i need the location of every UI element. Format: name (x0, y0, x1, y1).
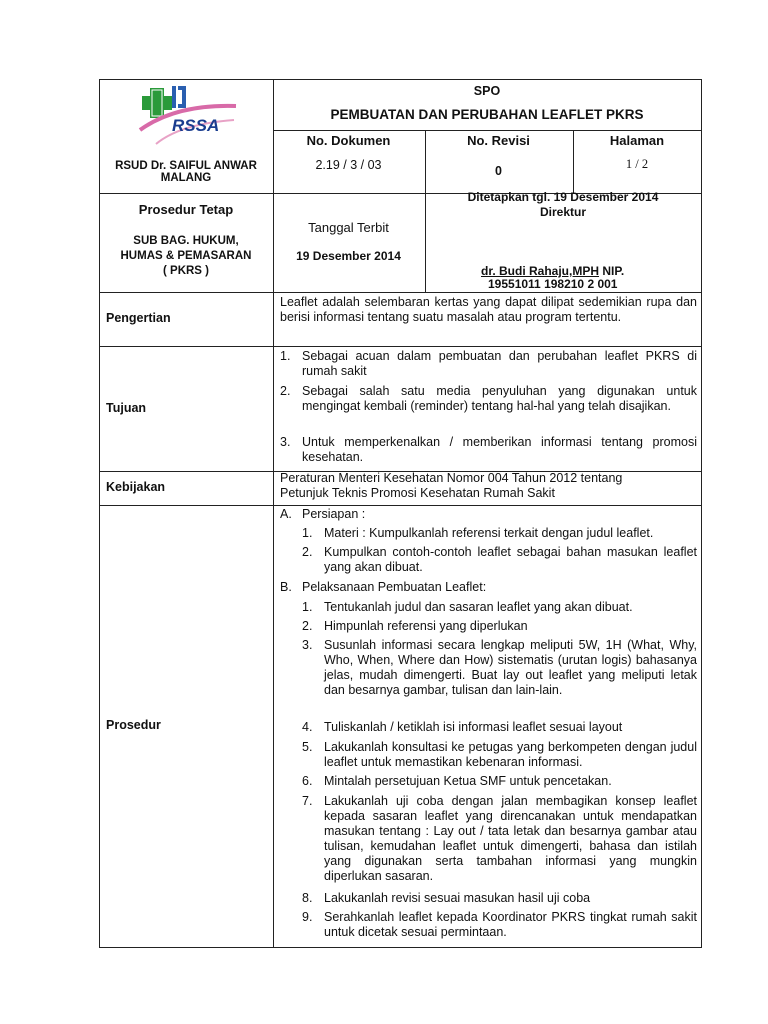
hospital-name-line2: MALANG (160, 172, 212, 184)
kebijakan-line2: Petunjuk Teknis Promosi Kesehatan Rumah Sakit (280, 486, 555, 500)
pelaksanaan-item-number: 8. (302, 891, 313, 905)
hospital-name-line1: RSUD Dr. SAIFUL ANWAR (115, 160, 257, 172)
pengertian-label: Pengertian (106, 311, 171, 325)
pengertian-text: Leaflet adalah selembaran kertas yang dapat dilipat sedemikian rupa dan berisi informasi tentang suatu masalah atau program tertentu. (280, 295, 697, 324)
pelaksanaan-item-text: Himpunlah referensi yang diperlukan (324, 619, 528, 633)
hospital-name (100, 160, 272, 184)
pelaksanaan-item-number: 4. (302, 720, 313, 734)
tujuan-item-number: 3. (280, 435, 291, 449)
persiapan-item-number: 2. (302, 545, 313, 559)
tujuan-label: Tujuan (106, 401, 147, 415)
no-revisi-value: 0 (495, 164, 502, 178)
spo-label: SPO (473, 84, 501, 98)
unit-name (100, 234, 272, 279)
signer-nip: 19551011 198210 2 001 (488, 277, 618, 291)
logo-text: RSSA (172, 116, 220, 135)
prosedur-tetap-label: Prosedur Tetap (138, 202, 234, 217)
no-dokumen-label: No. Dokumen (306, 133, 391, 148)
tujuan-item-number: 1. (280, 349, 291, 363)
pelaksanaan-item-text: Lakukanlah uji coba dengan jalan membagikan konsep leaflet kepada sasaran leaflet yang direncanakan untuk mendapatkan masukan tentang : Lay out / tata letak dan besarnya gambar atau tulisan, kemudahan leaflet untuk dimengerti, bahasa dan istilah yang digunakan serta tambahan informasi yang mungkin diperlukan sasaran. (324, 794, 697, 883)
signer-name: dr. Budi Rahaju,MPH (481, 264, 600, 278)
pelaksanaan-item-number: 2. (302, 619, 313, 633)
kebijakan-line1: Peraturan Menteri Kesehatan Nomor 004 Tahun 2012 tentang (280, 471, 623, 485)
pelaksanaan-item-number: 3. (302, 638, 313, 652)
pelaksanaan-item-text: Mintalah persetujuan Ketua SMF untuk pencetakan. (324, 774, 612, 788)
tujuan-item-number: 2. (280, 384, 291, 398)
signer-nip-label: NIP. (602, 264, 625, 278)
rssa-logo (136, 84, 240, 154)
pelaksanaan-item-text: Susunlah informasi secara lengkap meliputi 5W, 1H (What, Why, Who, When, Where dan How) sistematis (urutan logis) bahasanya jelas, mudah dimengerti. Buat lay out leaflet yang meliputi letak dan besarnya gambar, tulisan dan lain-lain. (324, 638, 697, 697)
direktur-text: Direktur (539, 205, 586, 219)
pelaksanaan-item-text: Lakukanlah revisi sesuai masukan hasil uji coba (324, 891, 591, 905)
halaman-label: Halaman (609, 133, 665, 148)
persiapan-item-number: 1. (302, 526, 313, 540)
tanggal-terbit-label: Tanggal Terbit (308, 220, 389, 235)
tujuan-item-text: Sebagai acuan dalam pembuatan dan perubahan leaflet PKRS di rumah sakit (302, 349, 697, 378)
tujuan-item-text: Untuk memperkenalkan / memberikan informasi tentang promosi kesehatan. (302, 435, 697, 464)
persiapan-heading-number: A. (280, 507, 292, 521)
no-revisi-label: No. Revisi (467, 133, 530, 148)
pelaksanaan-heading-text: Pelaksanaan Pembuatan Leaflet: (302, 580, 487, 594)
pelaksanaan-heading-number: B. (280, 580, 292, 594)
unit-line1: SUB BAG. HUKUM, (133, 235, 239, 247)
pelaksanaan-item-text: Lakukanlah konsultasi ke petugas yang berkompeten dengan judul leaflet untuk memastikan kebenaran informasi. (324, 740, 697, 769)
kebijakan-label: Kebijakan (106, 480, 166, 494)
persiapan-item-text: Materi : Kumpulkanlah referensi terkait dengan judul leaflet. (324, 526, 654, 540)
document-title: PEMBUATAN DAN PERUBAHAN LEAFLET PKRS (330, 107, 644, 122)
ditetapkan-text: Ditetapkan tgl. 19 Desember 2014 (467, 190, 659, 204)
prosedur-label: Prosedur (106, 718, 161, 732)
persiapan-item-text: Kumpulkan contoh-contoh leaflet sebagai bahan masukan leaflet yang akan dibuat. (324, 545, 697, 574)
pelaksanaan-item-number: 5. (302, 740, 313, 754)
unit-line3: ( PKRS ) (163, 265, 209, 277)
pelaksanaan-item-text: Serahkanlah leaflet kepada Koordinator PKRS tingkat rumah sakit untuk dicetak sesuai permintaan. (324, 910, 697, 939)
pelaksanaan-item-number: 7. (302, 794, 313, 808)
unit-line2: HUMAS & PEMASARAN (120, 250, 252, 262)
pelaksanaan-item-number: 9. (302, 910, 313, 924)
tujuan-item-text: Sebagai salah satu media penyuluhan yang digunakan untuk mengingat kembali (reminder) tentang hal-hal yang telah disajikan. (302, 384, 697, 413)
pelaksanaan-item-number: 1. (302, 600, 313, 614)
pelaksanaan-item-text: Tuliskanlah / ketiklah isi informasi leaflet sesuai layout (324, 720, 623, 734)
pelaksanaan-item-number: 6. (302, 774, 313, 788)
tanggal-terbit-value: 19 Desember 2014 (296, 249, 401, 263)
pelaksanaan-item-text: Tentukanlah judul dan sasaran leaflet yang akan dibuat. (324, 600, 633, 614)
no-dokumen-value: 2.19 / 3 / 03 (315, 158, 382, 172)
halaman-value: 1 / 2 (625, 157, 649, 171)
persiapan-heading-text: Persiapan : (302, 507, 366, 521)
